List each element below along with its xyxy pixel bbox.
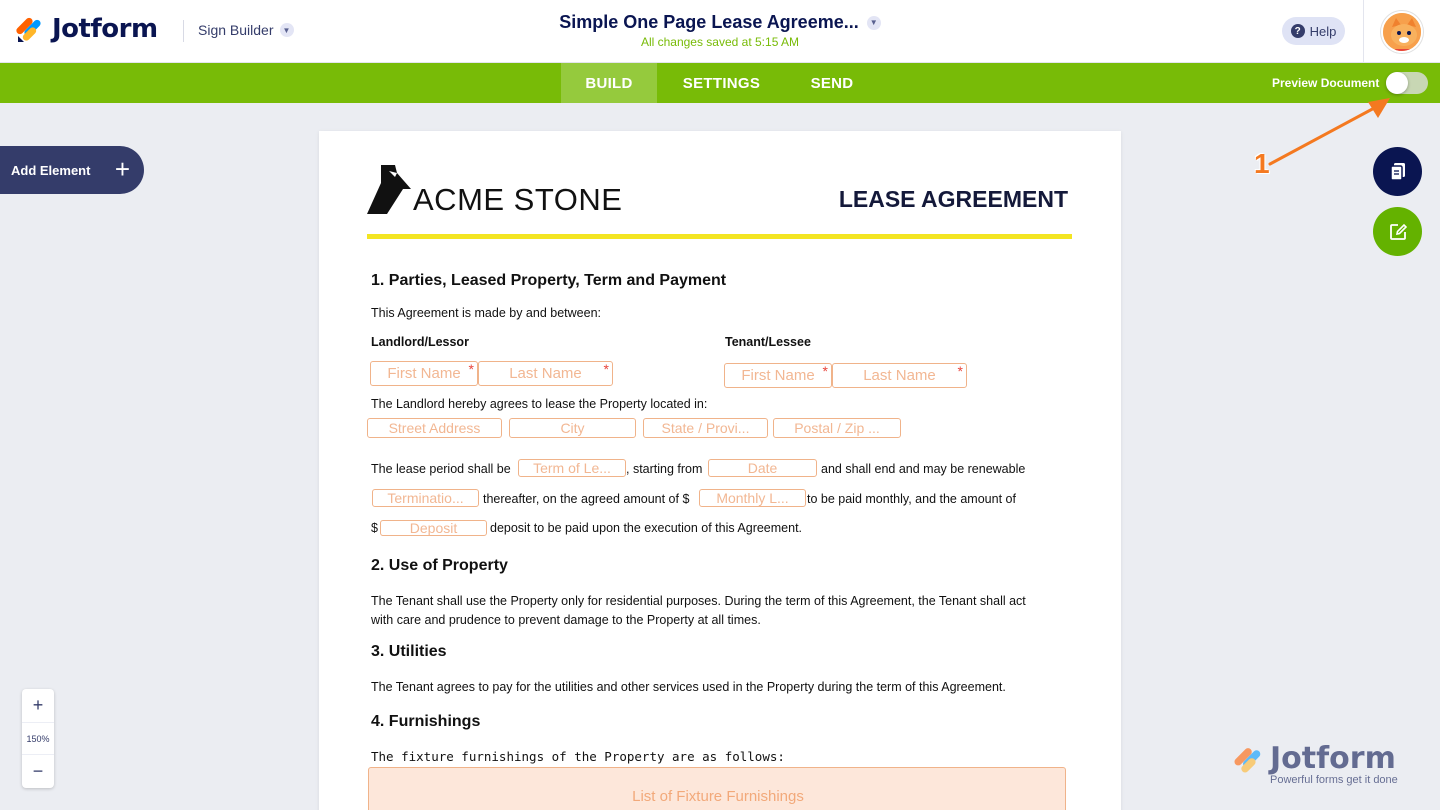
deposit-text: deposit to be paid upon the execution of this Agreement. [490,521,803,535]
document-title-text: Simple One Page Lease Agreeme... [559,12,859,32]
preview-document-label: Preview Document [1272,76,1380,90]
company-name: ACME STONE [413,182,623,217]
section-1-intro: This Agreement is made by and between: [371,306,601,320]
section-3-heading: 3. Utilities [371,643,447,660]
edit-icon [1387,221,1409,243]
start-date-field[interactable]: Date [708,459,817,477]
document-title[interactable] [559,12,880,33]
jotform-logo[interactable] [16,14,158,44]
tenant-first-name-field[interactable] [724,363,832,388]
jotform-logo-text: Jotform [52,14,158,44]
furnishings-field[interactable] [368,767,1066,810]
zoom-control [22,689,54,788]
section-2-heading: 2. Use of Property [371,557,508,574]
plus-icon: + [114,154,130,184]
sign-builder-dropdown[interactable] [198,22,294,38]
avatar[interactable] [1381,11,1423,53]
required-asterisk: * [468,361,474,377]
jotform-logo-icon [16,14,44,44]
field-placeholder: Last Name [509,365,582,382]
watermark-tagline: Powerful forms get it done [1270,774,1398,786]
field-placeholder: Last Name [863,367,936,384]
cat-avatar-icon [1383,13,1423,53]
help-label: Help [1309,23,1337,39]
document-heading: LEASE AGREEMENT [838,186,1068,212]
postal-zip-field[interactable]: Postal / Zip ... [773,418,901,438]
deposit-field[interactable]: Deposit [380,520,487,536]
zoom-level: 150% [22,722,54,755]
required-asterisk: * [957,363,963,379]
required-asterisk: * [822,363,828,379]
landlord-label: Landlord/Lessor [371,335,469,349]
monthly-amount-field[interactable]: Monthly L... [699,489,806,507]
section-2-line-1: The Tenant shall use the Property only for residential purposes. During the term of this Agreement, the Tenant shall act [371,594,1026,608]
tenant-label: Tenant/Lessee [725,335,811,349]
required-asterisk: * [603,361,609,377]
lease-term-field[interactable]: Term of Le... [518,459,626,477]
acme-roof-icon [367,165,411,215]
preview-document-toggle[interactable] [1386,72,1428,94]
help-icon: ? [1291,24,1305,38]
top-header [0,0,1440,63]
starting-from-text: , starting from [626,462,703,476]
add-element-label: Add Element [11,162,91,178]
tab-build[interactable]: BUILD [561,63,657,103]
company-logo [367,165,622,215]
save-status: All changes saved at 5:15 AM [640,35,800,49]
paid-monthly-text: to be paid monthly, and the amount of [807,492,1016,506]
jotform-watermark [1234,741,1398,786]
documents-icon [1387,161,1409,183]
header-rule [367,234,1072,239]
section-2-line-2: with care and prudence to prevent damage to the Property at all times. [371,613,761,627]
renewable-text: and shall end and may be renewable [821,462,1026,476]
help-button[interactable] [1282,17,1345,45]
document-page [319,131,1121,810]
add-element-button[interactable] [0,146,144,194]
street-address-field[interactable]: Street Address [367,418,502,438]
section-4-heading: 4. Furnishings [371,713,481,730]
landlord-first-name-field[interactable] [370,361,478,386]
jotform-logo-icon [1234,744,1264,776]
section-3-text: The Tenant agrees to pay for the utilities and other services used in the Property during the term of this Agreement. [371,680,1006,694]
header-divider [1363,0,1364,63]
termination-field[interactable]: Terminatio... [372,489,479,507]
agreed-amount-text: thereafter, on the agreed amount of $ [483,492,690,506]
landlord-last-name-field[interactable] [478,361,613,386]
watermark-word: Jotform [1270,741,1396,776]
city-field[interactable]: City [509,418,636,438]
document-pages-button[interactable] [1373,147,1422,196]
field-placeholder: First Name [741,367,815,384]
chevron-down-icon[interactable]: ▼ [867,16,881,30]
toggle-knob [1386,72,1408,94]
builder-nav [0,63,1440,103]
zoom-out-button[interactable]: − [32,761,44,781]
state-province-field[interactable]: State / Provi... [643,418,768,438]
edit-document-button[interactable] [1373,207,1422,256]
lease-period-text: The lease period shall be [371,462,511,476]
tenant-last-name-field[interactable] [832,363,967,388]
field-placeholder: List of Fixture Furnishings [632,788,804,805]
document-title-area [520,12,920,49]
chevron-down-icon: ▼ [280,23,294,37]
zoom-in-button[interactable]: + [32,695,44,715]
annotation-number: 1 [1254,148,1270,179]
dollar-sign: $ [371,521,378,535]
sign-builder-label: Sign Builder [198,22,274,38]
tab-settings[interactable]: SETTINGS [682,74,761,92]
property-location-text: The Landlord hereby agrees to lease the Property located in: [371,397,708,411]
section-1-heading: 1. Parties, Leased Property, Term and Payment [371,272,727,289]
tab-send[interactable]: SEND [810,74,854,92]
section-4-text: The fixture furnishings of the Property are as follows: [371,749,785,764]
header-divider [183,20,184,42]
field-placeholder: First Name [387,365,461,382]
